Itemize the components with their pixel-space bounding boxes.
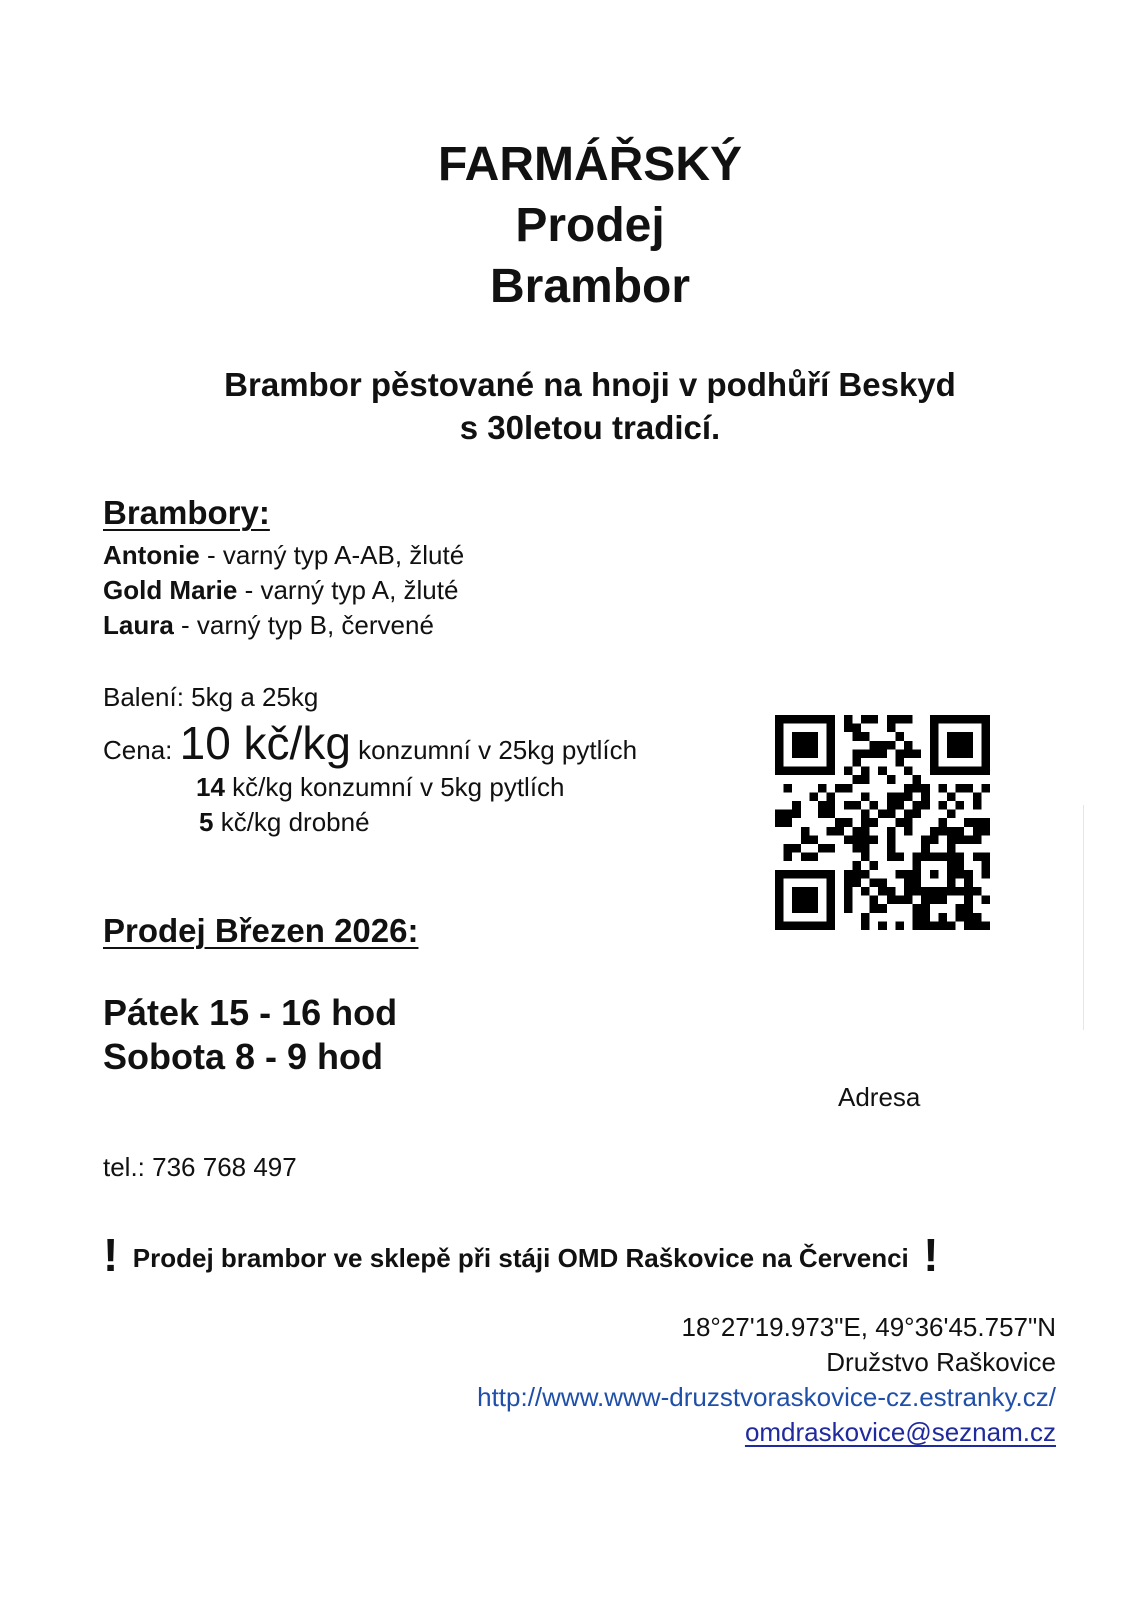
sale-day: Sobota 8 - 9 hod	[103, 1036, 384, 1077]
packaging-text: Balení: 5kg a 25kg	[103, 682, 319, 712]
exclamation-icon: !	[103, 1229, 119, 1281]
variety-name: Antonie	[103, 540, 200, 570]
varieties-heading: Brambory:	[103, 494, 270, 531]
email-link[interactable]: omdraskovice@seznam.cz	[744, 1417, 1056, 1447]
price-row	[196, 770, 565, 804]
website-link[interactable]: http://www.www-druzstvoraskovice-cz.estranky.cz/	[477, 1382, 1056, 1412]
variety-desc: - varný typ A-AB, žluté	[199, 540, 465, 570]
notice-text: Prodej brambor ve sklepě při stáji OMD Raškovice na Červenci	[132, 1243, 909, 1273]
gps-coordinates: 18°27'19.973"E, 49°36'45.757"N	[681, 1312, 1056, 1342]
price-desc: kč/kg konzumní v 5kg pytlích	[224, 772, 565, 802]
subtitle-line-1: Brambor pěstované na hnoji v podhůří Beskyd	[224, 366, 956, 403]
price-desc: kč/kg drobné	[213, 807, 370, 837]
variety-item	[103, 573, 458, 607]
variety-desc: - varný typ B, červené	[173, 610, 434, 640]
variety-item	[103, 538, 464, 572]
sale-heading: Prodej Březen 2026:	[103, 912, 419, 949]
variety-item	[103, 608, 434, 642]
organization-name: Družstvo Raškovice	[826, 1347, 1056, 1377]
price-main-desc: konzumní v 25kg pytlích	[350, 735, 638, 765]
price-label: Cena:	[103, 735, 180, 765]
qr-code-icon[interactable]	[775, 715, 990, 930]
exclamation-icon: !	[923, 1229, 939, 1281]
title-line-3: Brambor	[489, 260, 691, 313]
price-main-value: 10 kč/kg	[179, 717, 351, 769]
variety-name: Gold Marie	[103, 575, 238, 605]
page-edge-divider	[1083, 805, 1084, 1030]
price-row	[199, 805, 370, 839]
phone-text: tel.: 736 768 497	[103, 1152, 297, 1182]
price-main	[103, 718, 637, 775]
variety-name: Laura	[103, 610, 174, 640]
sale-day: Pátek 15 - 16 hod	[103, 992, 398, 1033]
price-value: 5	[199, 807, 214, 837]
title-line-1: FARMÁŘSKÝ	[437, 138, 742, 191]
sale-notice	[103, 1228, 939, 1282]
variety-desc: - varný typ A, žluté	[237, 575, 459, 605]
subtitle-line-2: s 30letou tradicí.	[459, 409, 721, 446]
qr-caption: Adresa	[838, 1082, 921, 1112]
title-line-2: Prodej	[515, 199, 665, 252]
price-value: 14	[196, 772, 225, 802]
